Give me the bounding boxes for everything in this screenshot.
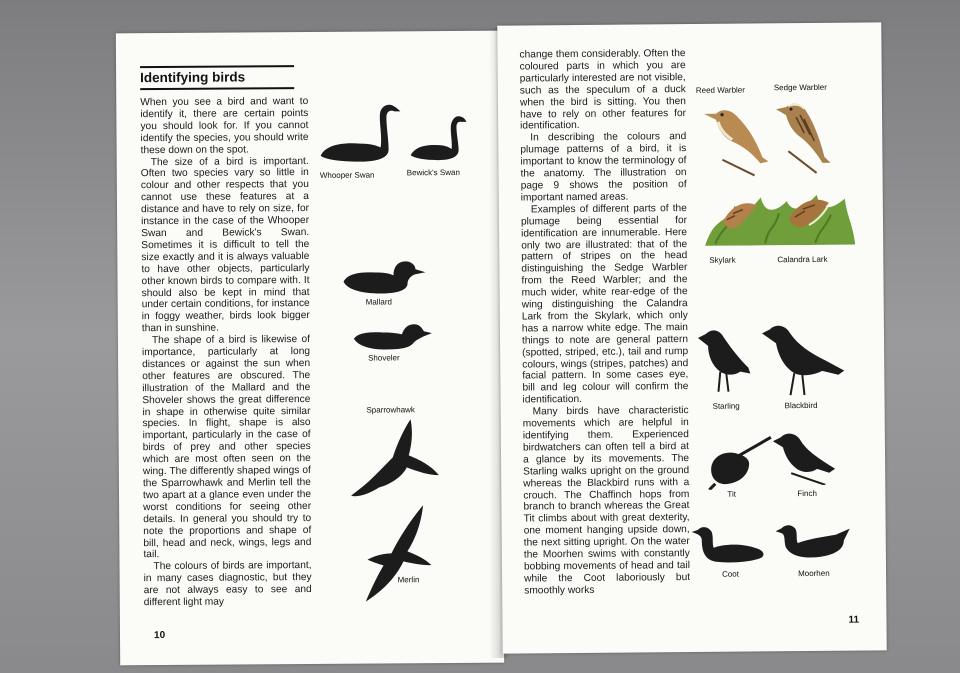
caption-sparrowhawk: Sparrowhawk [366, 405, 415, 415]
caption-blackbird: Blackbird [784, 400, 818, 411]
left-text-column [140, 96, 312, 609]
right-page [497, 22, 886, 653]
caption-skylark: Skylark [709, 255, 736, 265]
caption-reed-warbler: Reed Warbler [695, 85, 745, 95]
caption-bewicks-swan: Bewick's Swan [406, 167, 460, 178]
sedge-warbler-icon [774, 97, 835, 178]
whooper-swan-icon [316, 101, 404, 164]
paragraph: When you see a bird and want to identify it, there are certain points you should look for. If you cannot identify the species, you should write these down on the spot. [140, 96, 309, 156]
paragraph: Examples of different parts of the plumage being essential for identification are innumerable. Here only two are illustrated: that of the pattern of stripes on the head distinguishing the Sedge Warbler from the Reed Warbler; and the much wider, white rear-edge of the wing distinguishing the Calandra Lark from the Skylark, which only has a narrow white edge. The main things to note are general pattern (spotted, striped, etc.), tail and rump colours, wings (stripes, patches) and facial pattern. In some cases eye, bill and leg colour will confirm the identification. [520, 202, 689, 406]
paragraph: The colours of birds are important, in many cases diagnostic, but they are not always easy to see and different light may [143, 560, 312, 609]
caption-finch: Finch [797, 488, 817, 499]
shoveler-icon [352, 322, 432, 351]
paragraph: The shape of a bird is likewise of importance, particularly at long distances or against the sun when other features are obscured. The illustration of the Mallard and the Shoveler shows the great difference in shape in otherwise quite similar species. In flight, shape is also important, particularly in the case of birds of prey and other species which are most often seen on the wing. The differently shaped wings of the Sparrowhawk and Merlin tell the two apart at a glance even under the worst conditions for seeing other details. In general you should try to note the proportions and shape of bill, head and neck, wings, legs and tail. [141, 334, 312, 561]
caption-moorhen: Moorhen [798, 568, 830, 579]
paragraph: Many birds have characteristic movements which are helpful in identifying them. Experienced birdwatchers can often tell a bird at a glance by its movements. The Starling walks upright on the ground whereas the Blackbird runs with a crouch. The Chaffinch hops from branch to branch whereas the Great Tit climbs about with great dexterity, one moment hanging upside down, the next sitting upright. On the water the Moorhen swims with constantly bobbing movements of head and tail while the Coot laboriously but smoothly works [522, 405, 691, 597]
mallard-icon [341, 257, 425, 296]
merlin-icon [361, 503, 434, 604]
caption-merlin: Merlin [397, 575, 420, 585]
paragraph: The size of a bird is important. Often two species vary so little in colour and other respects that you cannot use these features at a distance and have to rely on size, for instance in the case of the Whooper Swan and Bewick's Swan. Sometimes it is difficult to tell the size exactly and it is always valuable to have other objects, particularly other known birds to compare with. It should also be kept in mind that under certain conditions, for instance in foggy weather, birds look bigger than in sunshine. [140, 155, 310, 335]
sparrowhawk-icon [348, 417, 441, 500]
blackbird-icon [760, 323, 847, 398]
caption-mallard: Mallard [365, 297, 392, 307]
caption-coot: Coot [722, 569, 740, 579]
larks-in-grass-icon [705, 185, 856, 246]
paragraph: In describing the colours and plumage patterns of a bird, it is important to know the terminology of the anatomy. The illustration on page 9 shows the position of important named areas. [520, 131, 687, 204]
tit-icon [707, 433, 773, 490]
starling-icon [696, 327, 753, 393]
bewicks-swan-icon [408, 113, 468, 161]
coot-icon [690, 525, 766, 564]
reed-warbler-icon [702, 101, 773, 180]
caption-whooper-swan: Whooper Swan [319, 170, 375, 180]
moorhen-icon [774, 523, 850, 560]
page-number: 11 [848, 614, 860, 626]
paragraph: change them considerably. Often the coloured parts in which you are particularly interested are not visible, such as the speculum of a duck when the bird is sitting. You then have to rely on other features for identification. [519, 48, 687, 132]
left-page [116, 31, 504, 666]
caption-tit: Tit [727, 489, 736, 499]
caption-sedge-warbler: Sedge Warbler [773, 82, 827, 93]
caption-calandra-lark: Calandra Lark [777, 254, 828, 265]
finch-icon [771, 429, 839, 486]
caption-shoveler: Shoveler [368, 353, 400, 363]
right-text-column [519, 48, 690, 597]
page-heading: Identifying birds [140, 65, 294, 90]
page-number: 10 [153, 630, 166, 642]
caption-starling: Starling [712, 401, 740, 411]
